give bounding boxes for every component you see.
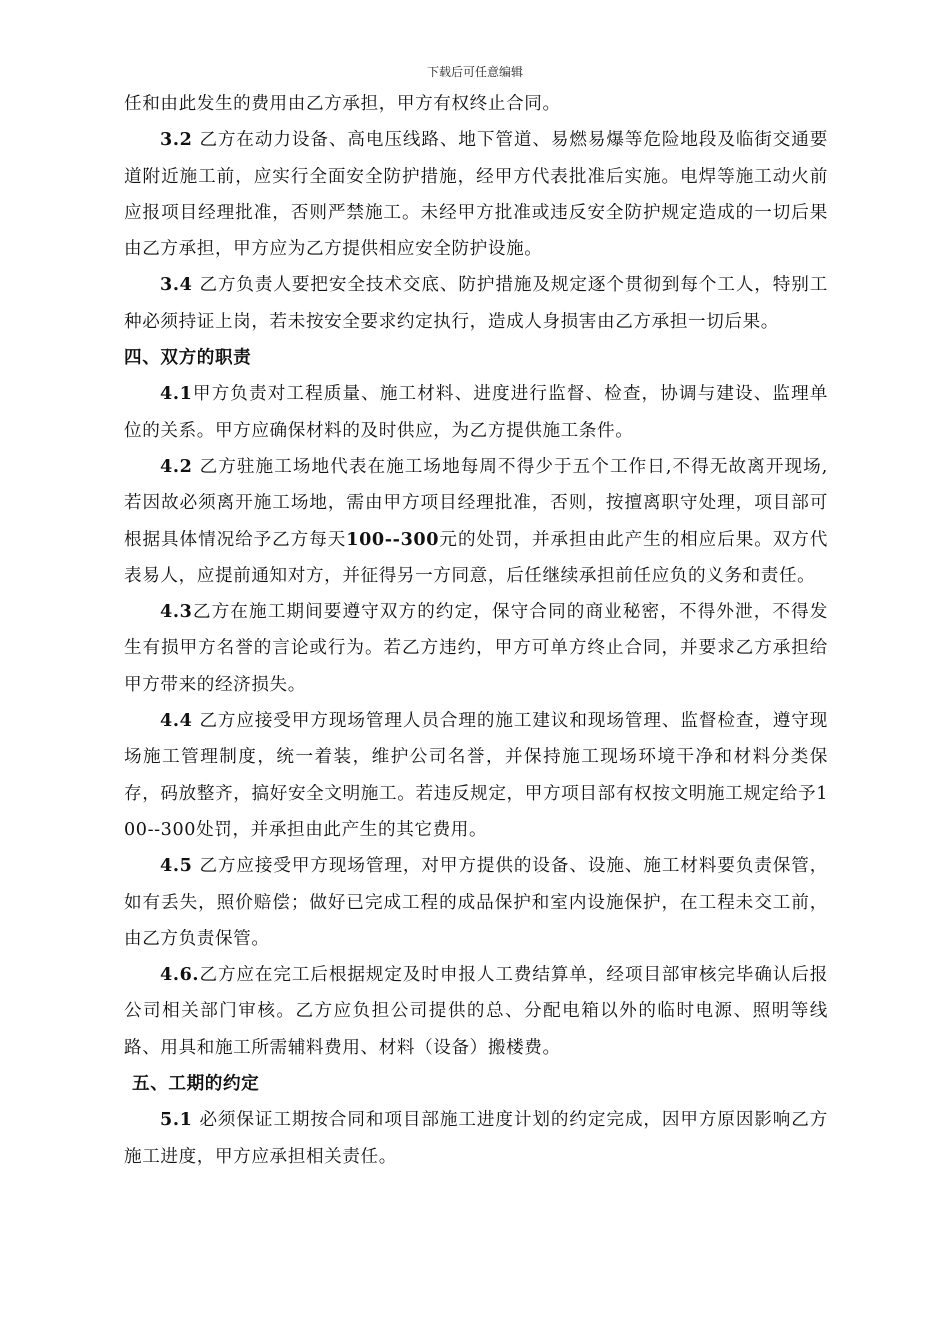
clause-text: 必须保证工期按合同和项目部施工进度计划的约定完成，因甲方原因影响乙方施工进度，甲方应承担相关责任。 — [124, 1110, 828, 1167]
section-heading-5: 五、工期的约定 — [132, 1073, 260, 1095]
penalty-amount: 100--300 — [346, 528, 440, 550]
clause-number: 4.2 — [160, 455, 200, 477]
clause-text: 乙方应在完工后根据规定及时申报人工费结算单，经项目部审核完毕确认后报公司相关部门审核。乙方应负担公司提供的总、分配电箱以外的临时电源、照明等线路、用具和施工所需辅料费用、材料（设备）搬楼费。 — [124, 965, 828, 1058]
penalty-amount: 100--300 — [124, 783, 828, 840]
clause-number: 4.4 — [160, 710, 200, 732]
clause-5-1 — [124, 1102, 828, 1175]
paragraph-text: 任和由此发生的费用由乙方承担，甲方有权终止合同。 — [124, 94, 561, 114]
clause-number: 4.5 — [160, 855, 200, 877]
clause-number: 3.2 — [160, 129, 200, 151]
clause-text: 乙方在动力设备、高电压线路、地下管道、易燃易爆等危险地段及临街交通要道附近施工前，应实行全面安全防护措施，经甲方代表批准后实施。电焊等施工动火前应报项目经理批准，否则严禁施工。未经甲方批准或违反安全防护规定造成的一切后果由乙方承担，甲方应为乙方提供相应安全防护设施。 — [124, 130, 828, 260]
clause-4-5 — [124, 848, 828, 957]
clause-4-4 — [124, 703, 828, 848]
page-header: 下载后可任意编辑 — [426, 65, 523, 79]
clause-number: 3.4 — [160, 274, 200, 296]
document-body — [124, 86, 828, 1175]
paragraph-continuation — [124, 86, 828, 122]
clause-number: 4.3 — [160, 601, 193, 623]
clause-4-3 — [124, 594, 828, 703]
clause-text: 甲方负责对工程质量、施工材料、进度进行监督、检查，协调与建设、监理单位的关系。甲方应确保材料的及时供应，为乙方提供施工条件。 — [124, 384, 828, 441]
clause-text: 乙方应接受甲方现场管理人员合理的施工建议和现场管理、监督检查，遵守现场施工管理制度，统一着装，维护公司名誉，并保持施工现场环境干净和材料分类保存，码放整齐，搞好安全文明施工。若违反规定，甲方项目部有权按文明施工规定给予 — [124, 711, 828, 804]
clause-text: 乙方应接受甲方现场管理，对甲方提供的设备、设施、施工材料要负责保管，如有丢失，照价赔偿；做好已完成工程的成品保护和室内设施保护，在工程未交工前，由乙方负责保管。 — [124, 856, 828, 949]
clause-4-6 — [124, 957, 828, 1066]
section-heading-4: 四、双方的职责 — [124, 347, 252, 369]
clause-number: 5.1 — [160, 1109, 200, 1131]
clause-text: 乙方负责人要把安全技术交底、防护措施及规定逐个贯彻到每个工人，特别工种必须持证上岗，若未按安全要求约定执行，造成人身损害由乙方承担一切后果。 — [124, 275, 828, 332]
clause-text: 处罚，并承担由此产生的其它费用。 — [196, 819, 488, 840]
clause-number: 4.6. — [160, 964, 200, 986]
clause-3-4 — [124, 267, 828, 340]
clause-text: 元的处罚，并承担由此产生的相应后果。双方代表易人，应提前通知对方，并征得另一方同意，后任继续承担前任应负的义务和责任。 — [124, 529, 828, 586]
clause-text: 乙方驻施工场地代表在施工场地每周不得少于五个工作日,不得无故离开现场,若因故必须离开施工场地，需由甲方项目经理批准，否则，按擅离职守处理，项目部可根据具体情况给予乙方每天 — [124, 456, 828, 550]
clause-number: 4.1 — [160, 383, 193, 405]
clause-4-1 — [124, 376, 828, 449]
clause-text: 乙方在施工期间要遵守双方的约定，保守合同的商业秘密，不得外泄，不得发生有损甲方名誉的言论或行为。若乙方违约，甲方可单方终止合同，并要求乙方承担给甲方带来的经济损失。 — [124, 602, 828, 695]
clause-4-2 — [124, 449, 828, 594]
clause-3-2 — [124, 122, 828, 267]
